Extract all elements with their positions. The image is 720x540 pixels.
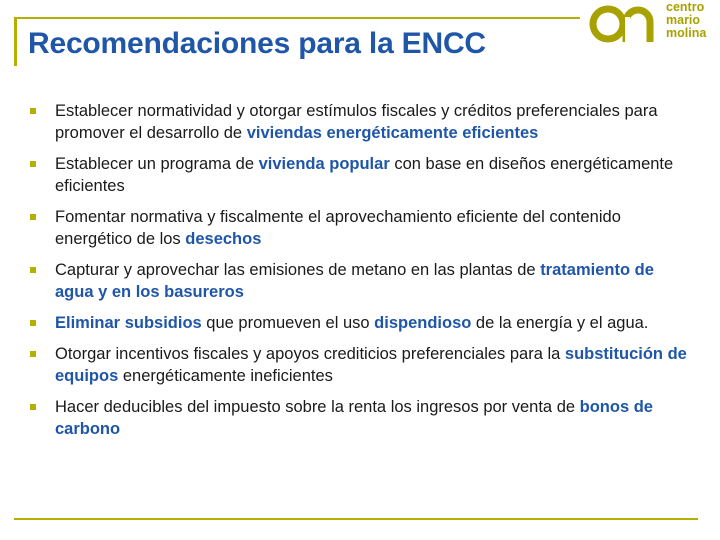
body-text: Fomentar normativa y fiscalmente el aprovechamiento eficiente del contenido energético de los xyxy=(55,208,621,248)
emphasized-text: substitución de equipos xyxy=(55,345,687,385)
recommendation-item xyxy=(30,312,696,334)
title-accent-bar xyxy=(14,18,17,66)
emphasized-text: tratamiento de agua y en los basureros xyxy=(55,261,654,301)
emphasized-text: desechos xyxy=(185,230,262,248)
recommendation-item xyxy=(30,259,696,303)
emphasized-text: bonos de carbono xyxy=(55,398,653,438)
body-text: energéticamente ineficientes xyxy=(118,367,333,385)
body-text: Establecer normatividad y otorgar estímulos fiscales y créditos preferenciales para promover el desarrollo de xyxy=(55,102,658,142)
recommendation-item xyxy=(30,100,696,144)
recommendation-list xyxy=(30,100,696,449)
recommendation-item xyxy=(30,396,696,440)
body-text: Capturar y aprovechar las emisiones de metano en las plantas de xyxy=(55,261,541,279)
recommendation-item xyxy=(30,206,696,250)
logo-wordmark xyxy=(666,1,706,40)
emphasized-text: viviendas energéticamente eficientes xyxy=(246,124,539,142)
bottom-divider xyxy=(14,518,698,520)
logo-line-3: molina xyxy=(666,26,707,40)
logo-line-1: centro xyxy=(666,0,705,14)
logo-line-2: mario xyxy=(666,13,701,27)
recommendation-item xyxy=(30,153,696,197)
top-divider xyxy=(14,17,580,19)
body-text: con base en diseños energéticamente eficientes xyxy=(55,155,674,195)
bullet-square-icon xyxy=(30,161,36,167)
bullet-square-icon xyxy=(30,404,36,410)
bullet-square-icon xyxy=(30,320,36,326)
bullet-square-icon xyxy=(30,214,36,220)
body-text: Otorgar incentivos fiscales y apoyos crediticios preferenciales para la xyxy=(55,345,565,363)
body-text: Hacer deducibles del impuesto sobre la renta los ingresos por venta de xyxy=(55,398,580,416)
emphasized-text: vivienda popular xyxy=(258,155,390,173)
body-text: de la energía y el agua. xyxy=(471,314,649,332)
bullet-square-icon xyxy=(30,351,36,357)
body-text: que promueven el uso xyxy=(201,314,375,332)
body-text: Establecer un programa de xyxy=(55,155,259,173)
bullet-square-icon xyxy=(30,108,36,114)
recommendation-item xyxy=(30,343,696,387)
emphasized-text: dispendioso xyxy=(374,314,472,332)
bullet-square-icon xyxy=(30,267,36,273)
slide-title: Recomendaciones para la ENCC xyxy=(28,27,486,60)
emphasized-text: Eliminar subsidios xyxy=(55,314,202,332)
